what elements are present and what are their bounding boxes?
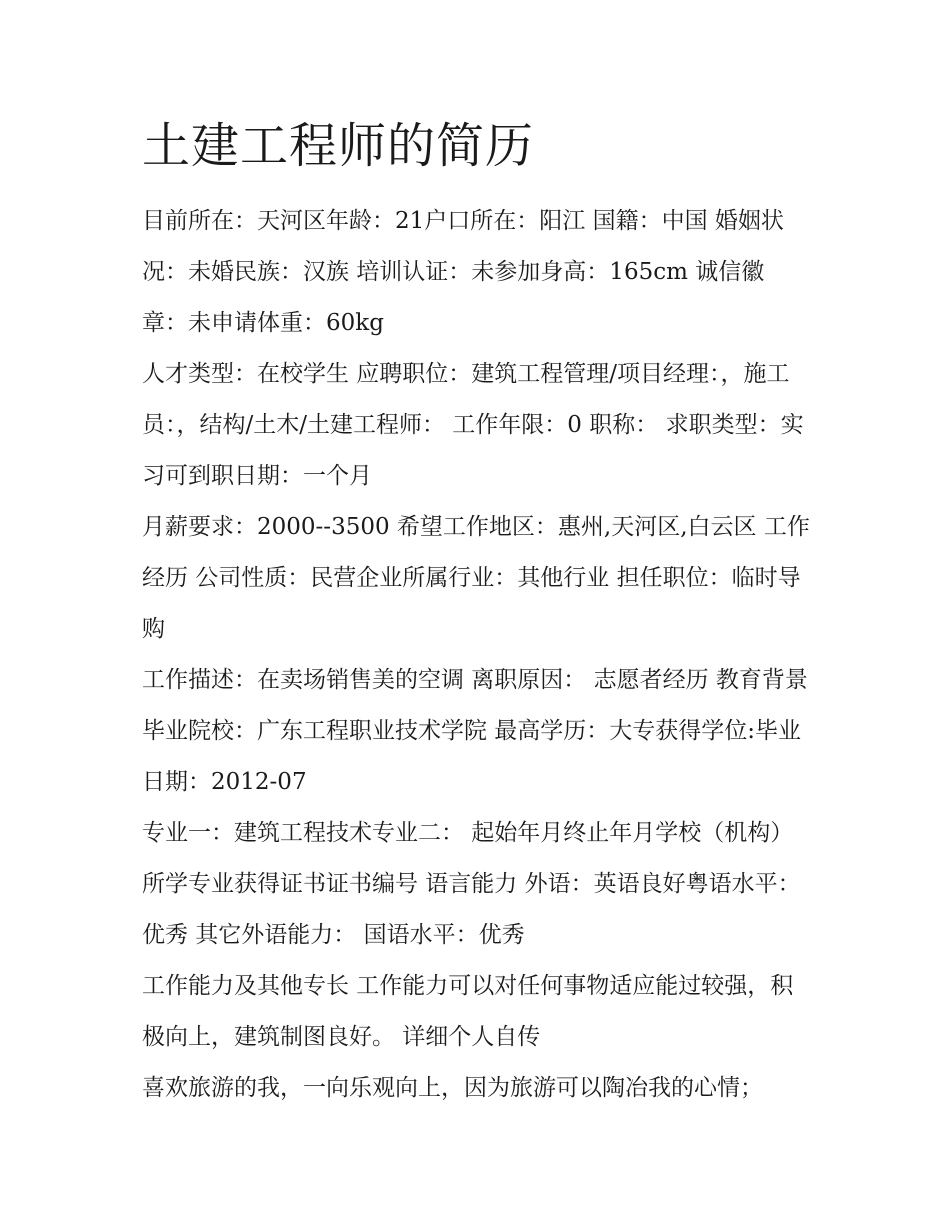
paragraph-salary-experience: 月薪要求：2000--3500 希望工作地区：惠州,天河区,白云区 工作经历 公司性质：民营企业所属行业：其他行业 担任职位：临时导购 — [142, 514, 810, 642]
paragraph-personal-info: 目前所在：天河区年龄：21户口所在：阳江 国籍：中国 婚姻状况：未婚民族：汉族 培训认证：未参加身高：165cm 诚信徽章：未申请体重：60kg — [142, 208, 784, 336]
document-title: 土建工程师的简历 — [142, 118, 535, 174]
paragraph-major-language: 专业一：建筑工程技术专业二： 起始年月终止年月学校（机构）所学专业获得证书证书编号 语言能力 外语：英语良好粤语水平：优秀 其它外语能力： 国语水平：优秀 — [142, 820, 801, 948]
document-page — [142, 112, 810, 1114]
paragraph-work-education: 工作描述：在卖场销售美的空调 离职原因： 志愿者经历 教育背景 毕业院校：广东工程职业技术学院 最高学历：大专获得学位:毕业日期：2012-07 — [142, 667, 808, 795]
paragraph-job-intent: 人才类型：在校学生 应聘职位：建筑工程管理/项目经理：，施工员：，结构/土木/土建工程师： 工作年限：0 职称： 求职类型：实习可到职日期：一个月 — [142, 361, 804, 489]
paragraph-abilities: 工作能力及其他专长 工作能力可以对任何事物适应能过较强，积极向上，建筑制图良好。 详细个人自传 — [142, 973, 794, 1050]
paragraph-autobiography: 喜欢旅游的我，一向乐观向上，因为旅游可以陶冶我的心情； — [142, 1075, 763, 1101]
